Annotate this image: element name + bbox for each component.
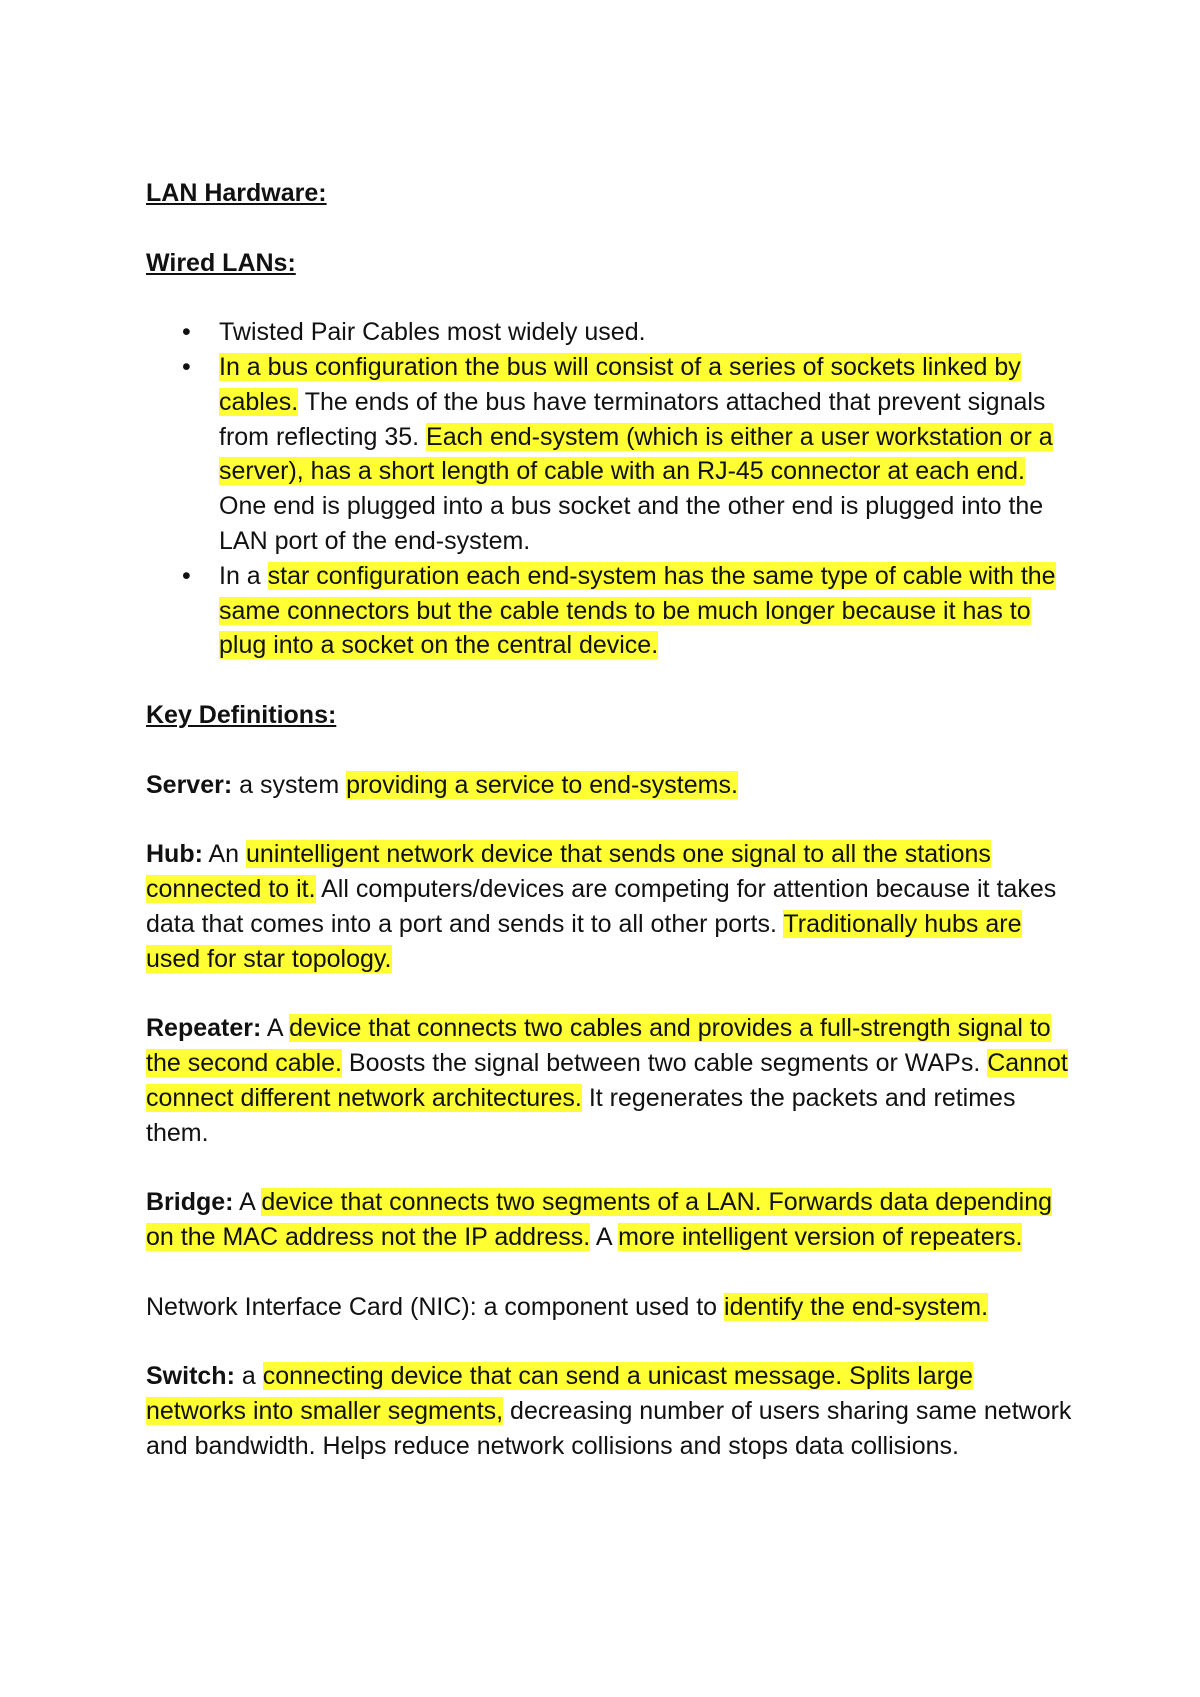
highlighted-text: connecting device that can send a unicast message. Splits large networks into smaller segments, — [146, 1362, 973, 1425]
definition-term: Hub: — [146, 840, 203, 869]
body-text: a system — [232, 770, 347, 799]
highlighted-text: more intelligent version of repeaters. — [618, 1222, 1023, 1251]
highlighted-text: identify the end-system. — [724, 1292, 989, 1321]
highlighted-text: Cannot connect different network architectures. — [146, 1048, 1068, 1112]
bullet-dot-icon: • — [182, 561, 191, 590]
definitions-list — [146, 768, 1076, 1464]
definition-term: Bridge: — [146, 1188, 234, 1217]
highlighted-text: device that connects two cables and provides a full-strength signal to the second cable. — [146, 1014, 1051, 1077]
body-text: All computers/devices are competing for attention because it takes data that comes into a port and sends it to all other ports. — [146, 874, 1057, 938]
wired-lan-bullet-list — [146, 315, 1076, 663]
highlighted-text: providing a service to end-systems. — [346, 770, 738, 799]
body-text: Twisted Pair Cables most widely used. — [219, 318, 646, 347]
highlighted-text: unintelligent network device that sends one signal to all the stations connected to it. — [146, 840, 991, 903]
body-text: In a — [219, 561, 268, 590]
bullet-dot-icon: • — [182, 318, 191, 347]
body-text: A — [590, 1222, 619, 1251]
definition-term: Server: — [146, 770, 233, 799]
bullet-dot-icon: • — [182, 352, 191, 381]
body-text: Network Interface Card (NIC): a component used to — [146, 1292, 725, 1321]
bullet-item — [146, 350, 1076, 559]
definition-paragraph — [146, 1290, 1076, 1325]
highlighted-text: Each end-system (which is either a user workstation or a server), has a short length of cable with an RJ-45 connector at each end. — [219, 422, 1053, 486]
body-text: It regenerates the packets and retimes them. — [146, 1083, 1016, 1147]
document-content — [146, 176, 1076, 1463]
body-text: decreasing number of users sharing same network and bandwidth. Helps reduce network collisions and stops data collisions. — [146, 1396, 1072, 1460]
body-text: a — [234, 1362, 263, 1391]
definition-paragraph — [146, 837, 1076, 976]
body-text: The ends of the bus have terminators attached that prevent signals from reflecting 35. — [219, 387, 1046, 451]
body-text: One end is plugged into a bus socket and the other end is plugged into the LAN port of the end-system. — [219, 492, 1044, 555]
highlighted-text: device that connects two segments of a LAN. Forwards data depending on the MAC address not the IP address. — [146, 1188, 1053, 1251]
bullet-item — [146, 559, 1076, 663]
definition-term: Switch: — [146, 1362, 235, 1391]
heading-wired-lans: Wired LANs: — [146, 248, 296, 277]
bullet-item — [146, 315, 1076, 350]
definition-paragraph — [146, 1359, 1076, 1463]
definition-paragraph — [146, 1185, 1076, 1255]
body-text: An — [202, 840, 247, 869]
highlighted-text: star configuration each end-system has the same type of cable with the same connectors but the cable tends to be much longer because it has to plug into a socket on the central device. — [219, 561, 1056, 660]
definition-paragraph — [146, 1011, 1076, 1150]
body-text: Boosts the signal between two cable segments or WAPs. — [341, 1048, 988, 1077]
highlighted-text: In a bus configuration the bus will consist of a series of sockets linked by cables. — [219, 352, 1021, 416]
heading-key-definitions: Key Definitions: — [146, 700, 337, 729]
body-text: A — [261, 1014, 290, 1043]
highlighted-text: Traditionally hubs are used for star topology. — [146, 909, 1022, 973]
definition-term: Repeater: — [146, 1014, 262, 1043]
body-text: A — [233, 1188, 262, 1217]
definition-paragraph — [146, 768, 1076, 803]
heading-lan-hardware: LAN Hardware: — [146, 179, 327, 207]
